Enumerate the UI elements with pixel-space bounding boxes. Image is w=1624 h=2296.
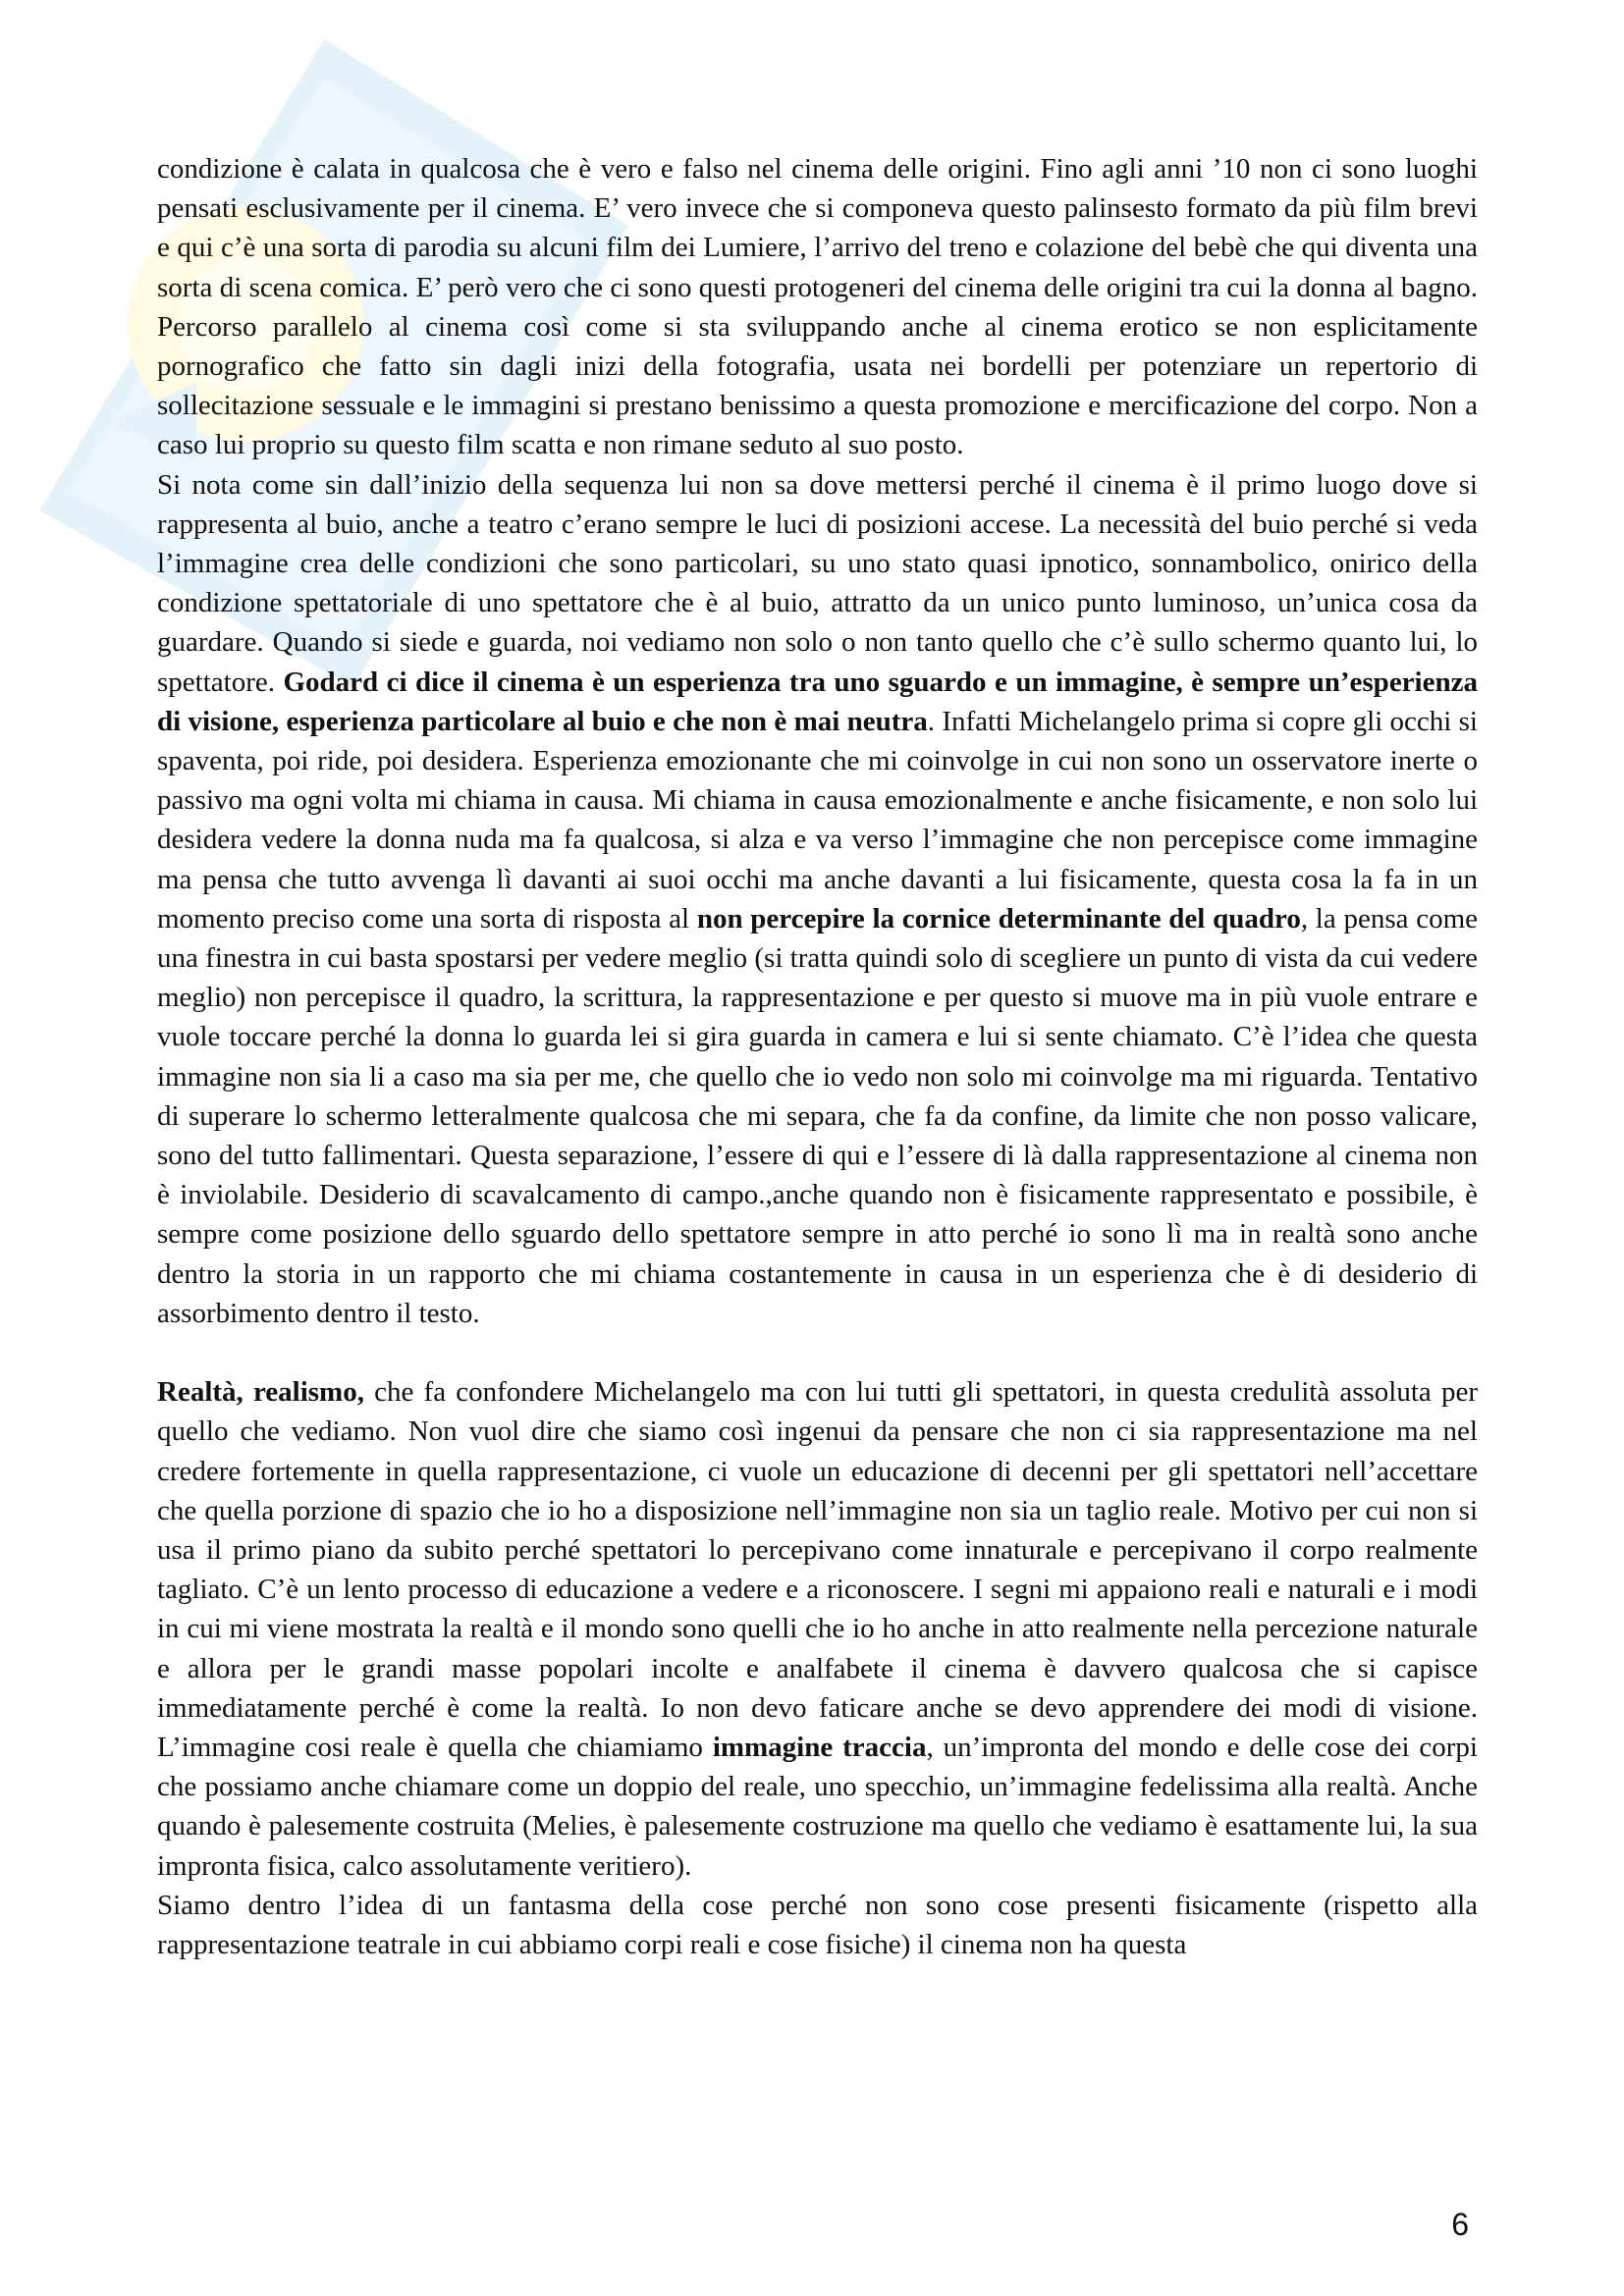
document-body: [157, 149, 1478, 1964]
paragraph-2: [157, 465, 1478, 1333]
paragraph-2-text-a: Si nota come sin dall’inizio della sequenza lui non sa dove mettersi perché il cinema è il primo luogo dove si rappresenta al buio, anche a teatro c’erano sempre le luci di posizioni accese. La necessità del buio perché si veda l’immagine crea delle condizioni che sono particolari, su uno stato quasi ipnotico, sonnambolico, onirico della condizione spettatoriale di uno spettatore che è al buio, attratto da un unico punto luminoso, un’unica cosa da guardare. Quando si siede e guarda, noi vediamo non solo o non tanto quello che c’è sullo schermo quanto lui, lo spettatore.: [157, 468, 1478, 698]
paragraph-4-text: Siamo dentro l’idea di un fantasma della cose perché non sono cose presenti fisicamente (rispetto alla rappresentazione teatrale in cui abbiamo corpi reali e cose fisiche) il cinema non ha questa: [157, 1889, 1478, 1960]
paragraph-2-text-c: , la pensa come una finestra in cui basta spostarsi per vedere meglio (si tratta quindi solo di scegliere un punto di vista da cui vedere meglio) non percepisce il quadro, la scrittura, la rappresentazione e per questo si muove ma in più vuole entrare e vuole toccare perché la donna lo guarda lei si gira guarda in camera e lui si sente chiamato. C’è l’idea che questa immagine non sia li a caso ma sia per me, che quello che io vedo non solo mi coinvolge ma mi riguarda. Tentativo di superare lo schermo letteralmente qualcosa che mi separa, che fa da confine, da limite che non posso valicare, sono del tutto fallimentari. Questa separazione, l’essere di qui e l’essere di là dalla rappresentazione al cinema non è inviolabile. Desiderio di scavalcamento di campo.,anche quando non è fisicamente rappresentato e possibile, è sempre come posizione dello sguardo dello spettatore sempre in atto perché io sono lì ma in realtà sono anche dentro la storia in un rapporto che mi chiama costantemente in causa in un esperienza che è di desiderio di assorbimento dentro il testo.: [157, 902, 1479, 1329]
paragraph-spacer: [157, 1333, 1478, 1372]
paragraph-3-bold-realta: Realtà, realismo,: [157, 1376, 364, 1409]
paragraph-4: [157, 1886, 1478, 1964]
paragraph-1: [157, 149, 1478, 465]
paragraph-3-text-a: che fa confondere Michelangelo ma con lui tutti gli spettatori, in questa credulità assoluta per quello che vediamo. Non vuol dire che siamo così ingenui da pensare che non ci sia rappresentazione ma nel credere fortemente in quella rappresentazione, ci vuole un educazione di decenni per gli spettatori nell’accettare che quella porzione di spazio che io ho a disposizione nell’immagine non sia un taglio reale. Motivo per cui non si usa il primo piano da subito perché spettatori lo percepivano come innaturale e percepivano il corpo realmente tagliato. C’è un lento processo di educazione a vedere e a riconoscere. I segni mi appaiono reali e naturali e i modi in cui mi viene mostrata la realtà e il mondo sono quelli che io ho anche in atto realmente nella percezione naturale e allora per le grandi masse popolari incolte e analfabete il cinema è davvero qualcosa che si capisce immediatamente perché è come la realtà. Io non devo faticare anche se devo apprendere dei modi di visione. L’immagine cosi reale è quella che chiamiamo: [157, 1376, 1478, 1763]
paragraph-2-bold-godard: Godard ci dice il cinema è un esperienza tra uno sguardo e un immagine, è sempre un’esperienza di visione, esperienza particolare al buio e che non è mai neutra: [157, 666, 1478, 737]
page-number: 6: [1451, 2207, 1469, 2242]
paragraph-3: [157, 1372, 1478, 1886]
paragraph-3-text-b: , un’impronta del mondo e delle cose dei corpi che possiamo anche chiamare come un doppio del reale, uno specchio, un’immagine fedelissima alla realtà. Anche quando è palesemente costruita (Melies, è palesemente costruzione ma quello che vediamo è esattamente lui, la sua impronta fisica, calco assolutamente veritiero).: [157, 1731, 1478, 1882]
paragraph-2-text-b: . Infatti Michelangelo prima si copre gli occhi si spaventa, poi ride, poi desidera. Esperienza emozionante che mi coinvolge in cui non sono un osservatore inerte o passivo ma ogni volta mi chiama in causa. Mi chiama in causa emozionalmente e anche fisicamente, e non solo lui desidera vedere la donna nuda ma fa qualcosa, si alza e va verso l’immagine che non percepisce come immagine ma pensa che tutto avvenga lì davanti ai suoi occhi ma anche davanti a lui fisicamente, questa cosa la fa in un momento preciso come una sorta di risposta al: [157, 705, 1478, 934]
paragraph-2-bold-cornice: non percepire la cornice determinante del quadro: [696, 902, 1301, 934]
paragraph-3-bold-immagine-traccia: immagine traccia: [712, 1731, 927, 1763]
paragraph-1-text: condizione è calata in qualcosa che è vero e falso nel cinema delle origini. Fino agli anni ’10 non ci sono luoghi pensati esclusivamente per il cinema. E’ vero invece che si componeva questo palinsesto formato da più film brevi e qui c’è una sorta di parodia su alcuni film dei Lumiere, l’arrivo del treno e colazione del bebè che qui diventa una sorta di scena comica. E’ però vero che ci sono questi protogeneri del cinema delle origini tra cui la donna al bagno. Percorso parallelo al cinema così come si sta sviluppando anche al cinema erotico se non esplicitamente pornografico che fatto sin dagli inizi della fotografia, usata nei bordelli per potenziare un repertorio di sollecitazione sessuale e le immagini si prestano benissimo a questa promozione e mercificazione del corpo. Non a caso lui proprio su questo film scatta e non rimane seduto al suo posto.: [157, 153, 1478, 461]
